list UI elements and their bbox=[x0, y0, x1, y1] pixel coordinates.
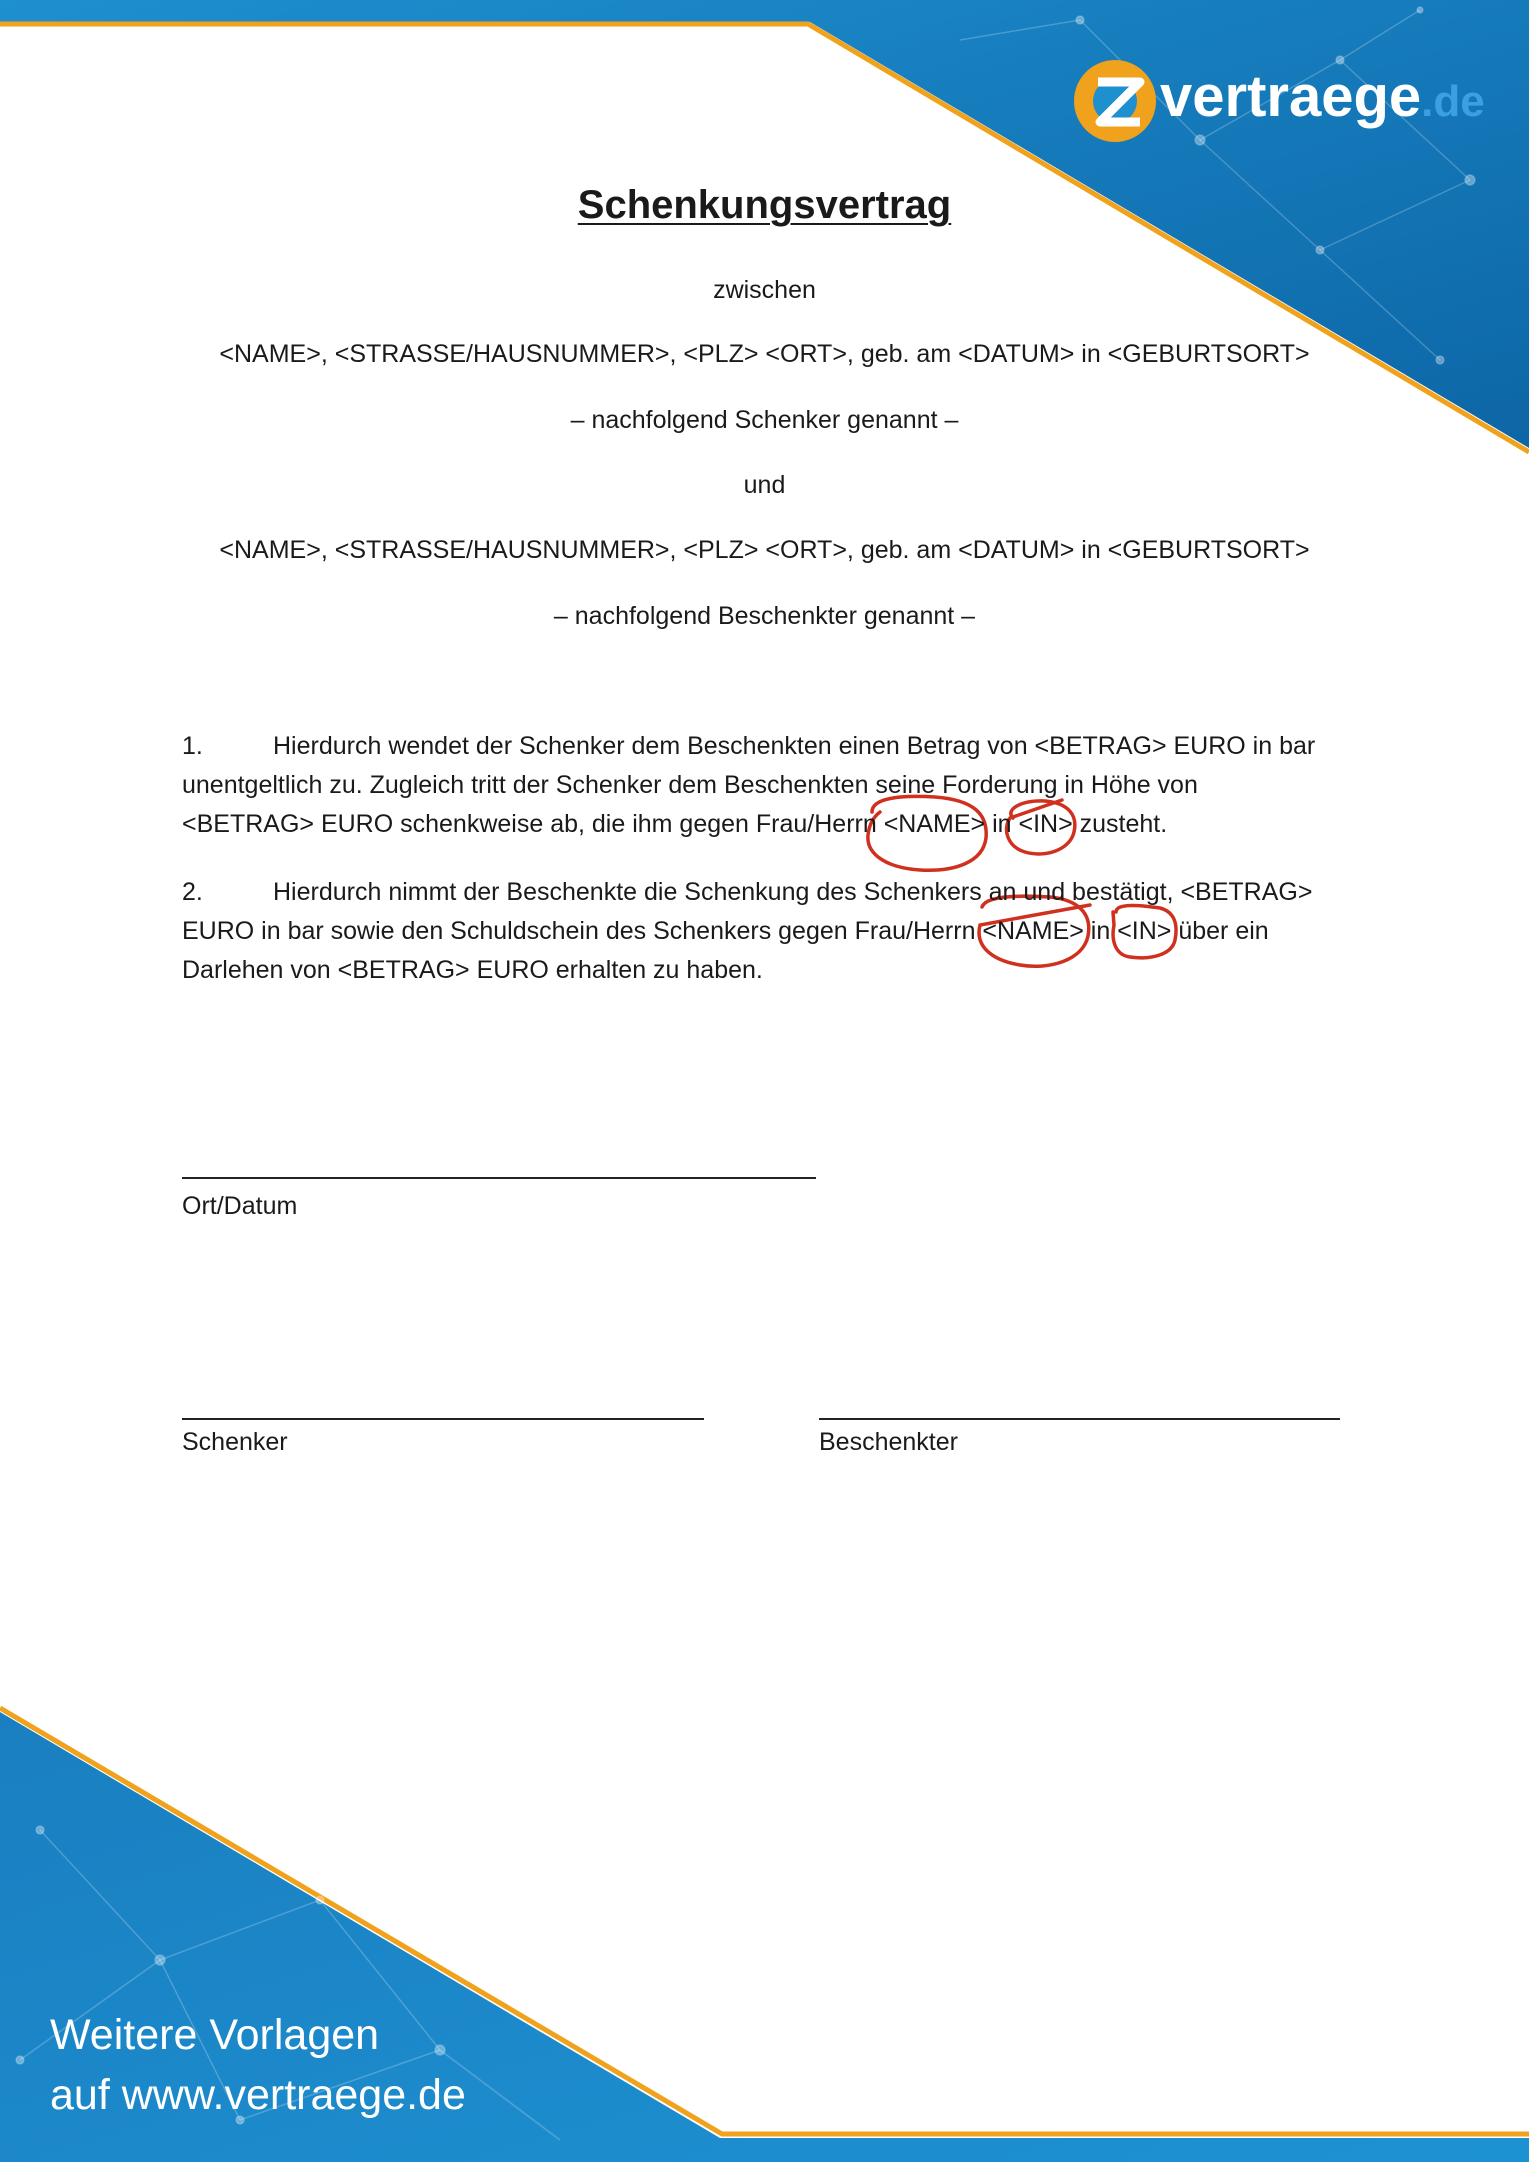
clause-line: <BETRAG> EURO schenkweise ab, die ihm gegen Frau/Herrn <NAME> in <IN> zusteht. bbox=[182, 810, 1168, 838]
vertraege-logo-text bbox=[1160, 62, 1485, 137]
clause-line: unentgeltlich zu. Zugleich tritt der Schenker dem Beschenkten seine Forderung in Höhe von bbox=[182, 771, 1198, 799]
footer-promo bbox=[50, 2005, 466, 2125]
footer-line-2: auf www.vertraege.de bbox=[50, 2071, 466, 2119]
donor-label: Schenker bbox=[182, 1428, 288, 1456]
clause-number: 2. bbox=[182, 878, 203, 906]
party1-role: – nachfolgend Schenker genannt – bbox=[570, 406, 959, 434]
between-text: zwischen bbox=[713, 276, 816, 304]
document-title: Schenkungsvertrag bbox=[577, 183, 952, 227]
clause-line: EURO in bar sowie den Schuldschein des Schenkers gegen Frau/Herrn <NAME> in <IN> über ein bbox=[182, 917, 1269, 945]
footer-line-1: Weitere Vorlagen bbox=[50, 2011, 380, 2059]
clause-line: Hierdurch nimmt der Beschenkte die Schenkung des Schenkers an und bestätigt, <BETRAG> bbox=[273, 878, 1313, 906]
logo-tld: .de bbox=[1421, 77, 1485, 126]
vertraege-logo-icon bbox=[1074, 60, 1156, 142]
clause-line: Darlehen von <BETRAG> EURO erhalten zu haben. bbox=[182, 956, 763, 984]
donee-label: Beschenkter bbox=[819, 1428, 958, 1456]
place-date-signature-line bbox=[182, 1177, 816, 1179]
place-date-label: Ort/Datum bbox=[182, 1192, 298, 1220]
party2-role: – nachfolgend Beschenkter genannt – bbox=[553, 602, 976, 630]
and-text: und bbox=[743, 471, 786, 499]
donor-signature-line bbox=[182, 1418, 704, 1420]
clause-number: 1. bbox=[182, 732, 203, 760]
party1-details: <NAME>, <STRASSE/HAUSNUMMER>, <PLZ> <ORT>, geb. am <DATUM> in <GEBURTSORT> bbox=[219, 340, 1310, 368]
party2-details: <NAME>, <STRASSE/HAUSNUMMER>, <PLZ> <ORT>, geb. am <DATUM> in <GEBURTSORT> bbox=[219, 536, 1310, 564]
donee-signature-line bbox=[819, 1418, 1340, 1420]
logo-wordmark: vertraege bbox=[1160, 64, 1422, 129]
clause-line: Hierdurch wendet der Schenker dem Beschenkten einen Betrag von <BETRAG> EURO in bar bbox=[273, 732, 1316, 760]
